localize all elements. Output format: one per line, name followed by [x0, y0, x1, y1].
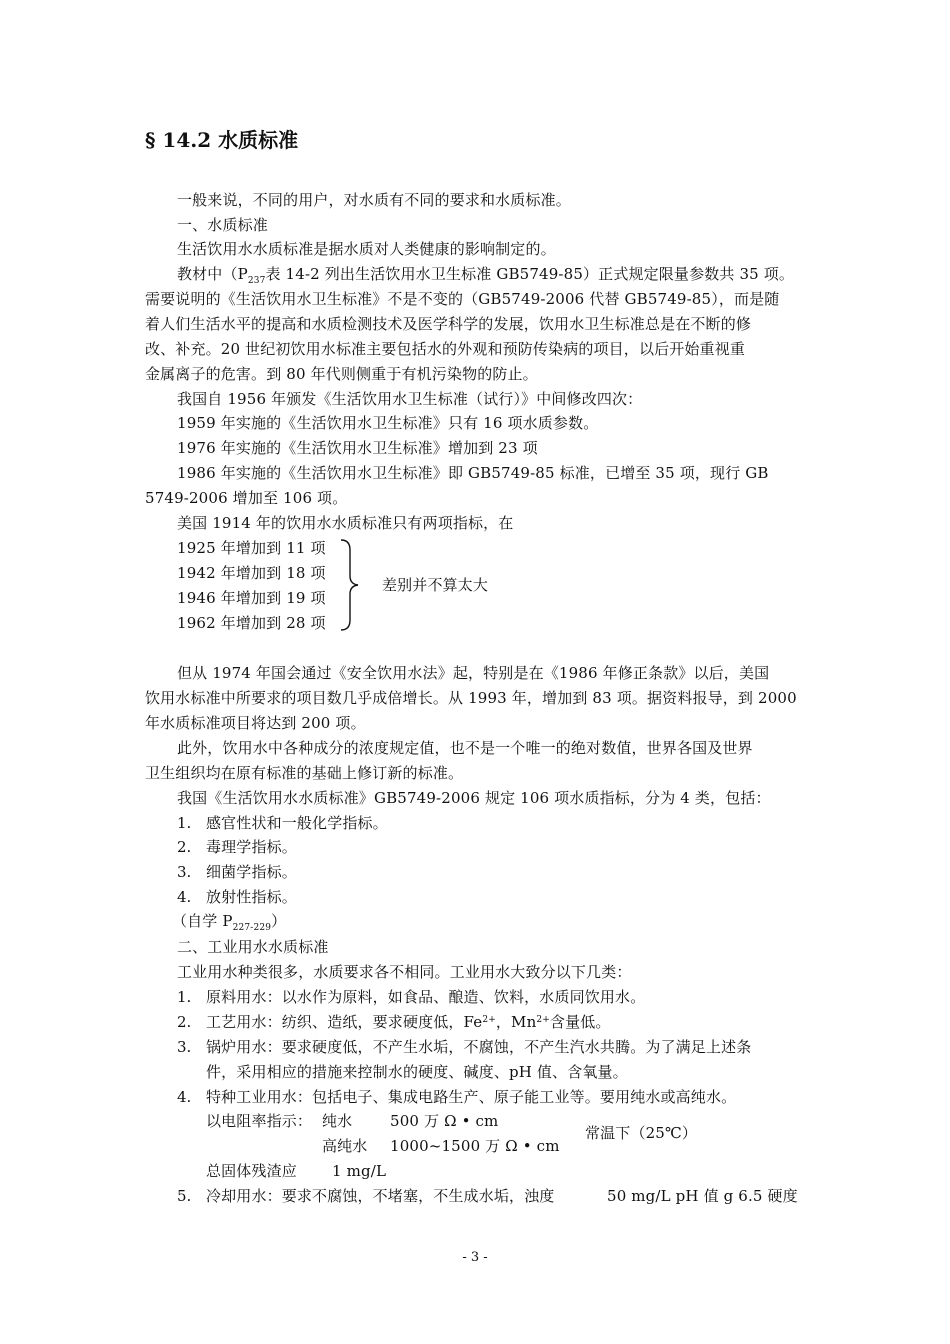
p2-prefix: 教材中（P	[177, 265, 248, 283]
us-intro: 美国 1914 年的饮用水水质标准只有两项指标，在	[177, 514, 514, 532]
industrial-item-3-line-2: 件，采用相应的措施来控制水的硬度、碱度、pH 值、含氧量。	[206, 1063, 628, 1081]
section-2-paragraph-1: 工业用水种类很多，水质要求各不相同。工业用水大致分以下几类：	[177, 963, 632, 981]
section-1-title: 一、水质标准	[177, 216, 268, 234]
high-pure-water-label: 高纯水	[322, 1137, 368, 1155]
us-paragraph-2-line-3: 年水质标准项目将达到 200 项。	[145, 714, 366, 732]
total-solids-value: 1 mg/L	[332, 1162, 387, 1180]
p2-suffix: 表 14-2 列出生活饮用水卫生标准 GB5749-85）正式规定限量参数共 35 项。	[265, 265, 795, 283]
total-solids-label: 总固体残渣应	[206, 1162, 297, 1180]
list-item: 感官性状和一般化学指标。	[206, 814, 388, 832]
pure-water-value: 500 万 Ω • cm	[390, 1112, 499, 1130]
fe-charge: 2+	[482, 1015, 496, 1025]
us-year-item: 1942 年增加到 18 项	[177, 564, 326, 582]
section-1-paragraph-2-line-3: 着人们生活水平的提高和水质检测技术及医学科学的发展，饮用水卫生标准总是在不断的修	[145, 315, 752, 333]
us-note: 差别并不算太大	[382, 576, 489, 594]
list-number: 3.	[177, 863, 192, 881]
self-study-suffix: ）	[271, 912, 287, 930]
high-pure-water-value: 1000~1500 万 Ω • cm	[390, 1137, 560, 1155]
section-2-title: 二、工业用水水质标准	[177, 938, 329, 956]
section-1-paragraph-5: 1976 年实施的《生活饮用水卫生标准》增加到 23 项	[177, 439, 538, 457]
resistivity-label: 以电阻率指示：	[206, 1112, 313, 1130]
section-1-paragraph-4: 1959 年实施的《生活饮用水卫生标准》只有 16 项水质参数。	[177, 414, 599, 432]
us-year-item: 1925 年增加到 11 项	[177, 539, 326, 557]
section-1-paragraph-2-line-2: 需要说明的《生活饮用水卫生标准》不是不变的（GB5749-2006 代替 GB5749-85），而是随	[145, 290, 780, 308]
list-item: 毒理学指标。	[206, 838, 297, 856]
industrial-item-1: 原料用水：以水作为原料，如食品、酿造、饮料，水质同饮用水。	[206, 988, 646, 1006]
section-1-paragraph-6-line-1: 1986 年实施的《生活饮用水卫生标准》即 GB5749-85 标准，已增至 35 项，现行 GB	[177, 464, 769, 482]
p2-page-subscript: 237	[247, 276, 266, 286]
list-item: 细菌学指标。	[206, 863, 297, 881]
industrial-item-2	[206, 1013, 611, 1031]
list-number: 4.	[177, 888, 192, 906]
section-1-paragraph-1: 生活饮用水水质标准是据水质对人类健康的影响制定的。	[177, 240, 556, 258]
page-number: - 3 -	[462, 1250, 488, 1265]
industrial-item-4: 特种工业用水：包括电子、集成电路生产、原子能工业等。要用纯水或高纯水。	[206, 1088, 737, 1106]
list-item: 放射性指标。	[206, 888, 297, 906]
else-paragraph-line-1: 此外，饮用水中各种成分的浓度规定值，也不是一个唯一的绝对数值，世界各国及世界	[177, 739, 753, 757]
list-number: 1.	[177, 988, 192, 1006]
us-paragraph-2-line-1: 但从 1974 年国会通过《安全饮用水法》起，特别是在《1986 年修正条款》以后，美国	[177, 664, 770, 682]
self-study-prefix: （自学 P	[172, 912, 233, 930]
list-number: 2.	[177, 1013, 192, 1031]
self-study-note	[172, 912, 287, 933]
intro-text: 一般来说，不同的用户，对水质有不同的要求和水质标准。	[177, 191, 571, 209]
industrial-item-3-line-1: 锅炉用水：要求硬度低，不产生水垢，不腐蚀，不产生汽水共腾。为了满足上述条	[206, 1038, 752, 1056]
self-study-subscript: 227-229	[232, 923, 272, 933]
item-2-tail: 含量低。	[549, 1013, 611, 1031]
right-brace-icon	[338, 538, 362, 632]
list-number: 2.	[177, 838, 192, 856]
section-1-paragraph-2-line-1	[177, 265, 795, 286]
list-number: 3.	[177, 1038, 192, 1056]
list-number: 5.	[177, 1187, 192, 1205]
cn-standard-paragraph: 我国《生活饮用水水质标准》GB5749-2006 规定 106 项水质指标，分为 4 类，包括：	[177, 789, 771, 807]
list-number: 4.	[177, 1088, 192, 1106]
section-1-paragraph-2-line-5: 金属离子的危害。到 80 年代则侧重于有机污染物的防止。	[145, 365, 538, 383]
pure-water-label: 纯水	[322, 1112, 353, 1130]
section-1-paragraph-2-line-4: 改、补充。20 世纪初饮用水标准主要包括水的外观和预防传染病的项目，以后开始重视重	[145, 340, 746, 358]
else-paragraph-line-2: 卫生组织均在原有标准的基础上修订新的标准。	[145, 764, 464, 782]
section-1-paragraph-3: 我国自 1956 年颁发《生活饮用水卫生标准（试行）》中间修改四次：	[177, 390, 643, 408]
us-paragraph-2-line-2: 饮用水标准中所要求的项目数几乎成倍增长。从 1993 年，增加到 83 项。据资料报导，到 2000	[145, 689, 797, 707]
industrial-item-5-text: 冷却用水：要求不腐蚀，不堵塞，不生成水垢，浊度	[206, 1187, 555, 1205]
item-2-text: 工艺用水：纺织、造纸，要求硬度低，Fe	[206, 1013, 483, 1031]
page-title: § 14.2 水质标准	[145, 128, 299, 152]
section-1-paragraph-6-line-2: 5749-2006 增加至 106 项。	[145, 489, 348, 507]
temperature-condition: 常温下（25℃）	[585, 1124, 698, 1142]
item-2-mn: ，Mn	[495, 1013, 537, 1031]
mn-charge: 2+	[536, 1015, 550, 1025]
us-year-item: 1962 年增加到 28 项	[177, 614, 326, 632]
us-year-item: 1946 年增加到 19 项	[177, 589, 326, 607]
industrial-item-5-values: 50 mg/L pH 值 g 6.5 硬度	[607, 1187, 798, 1205]
list-number: 1.	[177, 814, 192, 832]
